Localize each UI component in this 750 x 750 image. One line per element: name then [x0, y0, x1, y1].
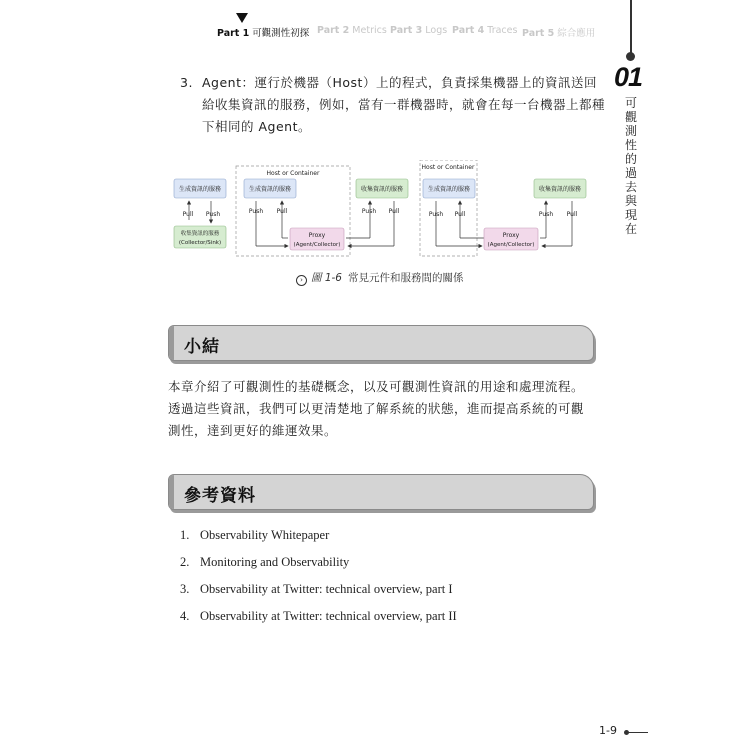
nav-part-1[interactable] [217, 25, 309, 39]
chapter-title-vertical: 可觀測性的過去與現在 [624, 96, 637, 236]
diagram-right-group [420, 160, 586, 256]
nav-part-2[interactable] [317, 25, 387, 36]
left-producer-label: 生成資訊的服務 [178, 186, 222, 193]
summary-heading: 小結 [184, 337, 220, 357]
list-item-text: Agent：運行於機器（Host）上的程式，負責採集機器上的資訊送回給收集資訊的服務，例如，當有一群機器時，就會在每一台機器上都種下相同的 Agent。 [202, 75, 606, 134]
summary-paragraph: 本章介紹了可觀測性的基礎概念，以及可觀測性資訊的用途和處理流程。透過這些資訊，我們可以更清楚地了解系統的狀態，進而提高系統的可觀測性，達到更好的維運效果。 [168, 379, 585, 438]
nav-part-4-name: Traces [487, 25, 518, 36]
caption-label: 圖 1-6 [311, 272, 342, 284]
right-host-box [420, 160, 477, 256]
middle-pull2-label: Pull [388, 208, 400, 215]
left-push-label: Push [205, 211, 221, 218]
reference-title[interactable]: Monitoring and Observability [200, 555, 350, 569]
middle-proxy-sub: (Agent/Collector) [293, 242, 341, 248]
middle-producer-label: 生成資訊的服務 [248, 186, 292, 193]
nav-part-4-num: Part 4 [452, 25, 485, 36]
reference-title[interactable]: Observability at Twitter: technical overview, part II [200, 609, 457, 623]
nav-part-5-name: 綜合應用 [557, 28, 596, 39]
middle-pull-label: Pull [276, 208, 288, 215]
summary-heading-box [168, 325, 594, 361]
references-heading: 參考資料 [184, 486, 256, 506]
middle-collector-label: 收集資訊的服務 [360, 186, 404, 193]
left-collector-sub: (Collector/Sink) [178, 240, 222, 246]
caption-circle-icon: › [296, 275, 307, 286]
reference-title[interactable]: Observability Whitepaper [200, 528, 330, 542]
list-item-number: 3. [180, 75, 193, 90]
nav-part-3[interactable] [390, 25, 447, 36]
middle-push2-label: Push [361, 208, 377, 215]
chapter-tab-dot-icon [626, 52, 635, 61]
right-proxy-sub: (Agent/Collector) [487, 242, 535, 248]
right-host-label: Host or Container [421, 164, 475, 171]
nav-part-5-num: Part 5 [522, 28, 555, 39]
reference-number: 3. [180, 582, 190, 596]
chapter-number: 01 [614, 62, 643, 92]
part-navigation [0, 25, 600, 39]
nav-part-2-name: Metrics [352, 25, 387, 36]
nav-part-1-num: Part 1 [217, 28, 250, 39]
right-pull2-label: Pull [566, 211, 578, 218]
nav-part-3-name: Logs [425, 25, 448, 36]
middle-push-label: Push [248, 208, 264, 215]
nav-part-3-num: Part 3 [390, 25, 423, 36]
reference-title[interactable]: Observability at Twitter: technical overview, part I [200, 582, 453, 596]
figure-caption [296, 270, 464, 286]
right-push-label: Push [428, 211, 444, 218]
right-proxy-label: Proxy [502, 232, 520, 239]
middle-proxy-label: Proxy [308, 232, 326, 239]
right-collector-label: 收集資訊的服務 [538, 186, 582, 193]
right-push2-label: Push [538, 211, 554, 218]
nav-part-5[interactable] [522, 25, 595, 39]
middle-host-label: Host or Container [266, 170, 320, 177]
figure-diagram [170, 160, 590, 260]
current-part-marker-icon [236, 13, 248, 23]
nav-part-4[interactable] [452, 25, 517, 36]
right-pull-label: Pull [454, 211, 466, 218]
reference-number: 2. [180, 555, 190, 569]
diagram-left-group [174, 179, 226, 248]
caption-text: 常見元件和服務間的關係 [348, 272, 464, 284]
left-collector-label: 收集資訊的服務 [180, 231, 220, 237]
diagram-middle-group [236, 166, 350, 256]
left-pull-label: Pull [182, 211, 194, 218]
references-heading-box [168, 474, 594, 510]
reference-number: 4. [180, 609, 190, 623]
page-number: 1-9 [599, 724, 617, 737]
page-number-line [628, 732, 648, 733]
right-producer-label: 生成資訊的服務 [427, 186, 471, 193]
nav-part-1-name: 可觀測性初探 [252, 28, 310, 39]
reference-number: 1. [180, 528, 190, 542]
chapter-tab-line [630, 0, 632, 55]
nav-part-2-num: Part 2 [317, 25, 350, 36]
